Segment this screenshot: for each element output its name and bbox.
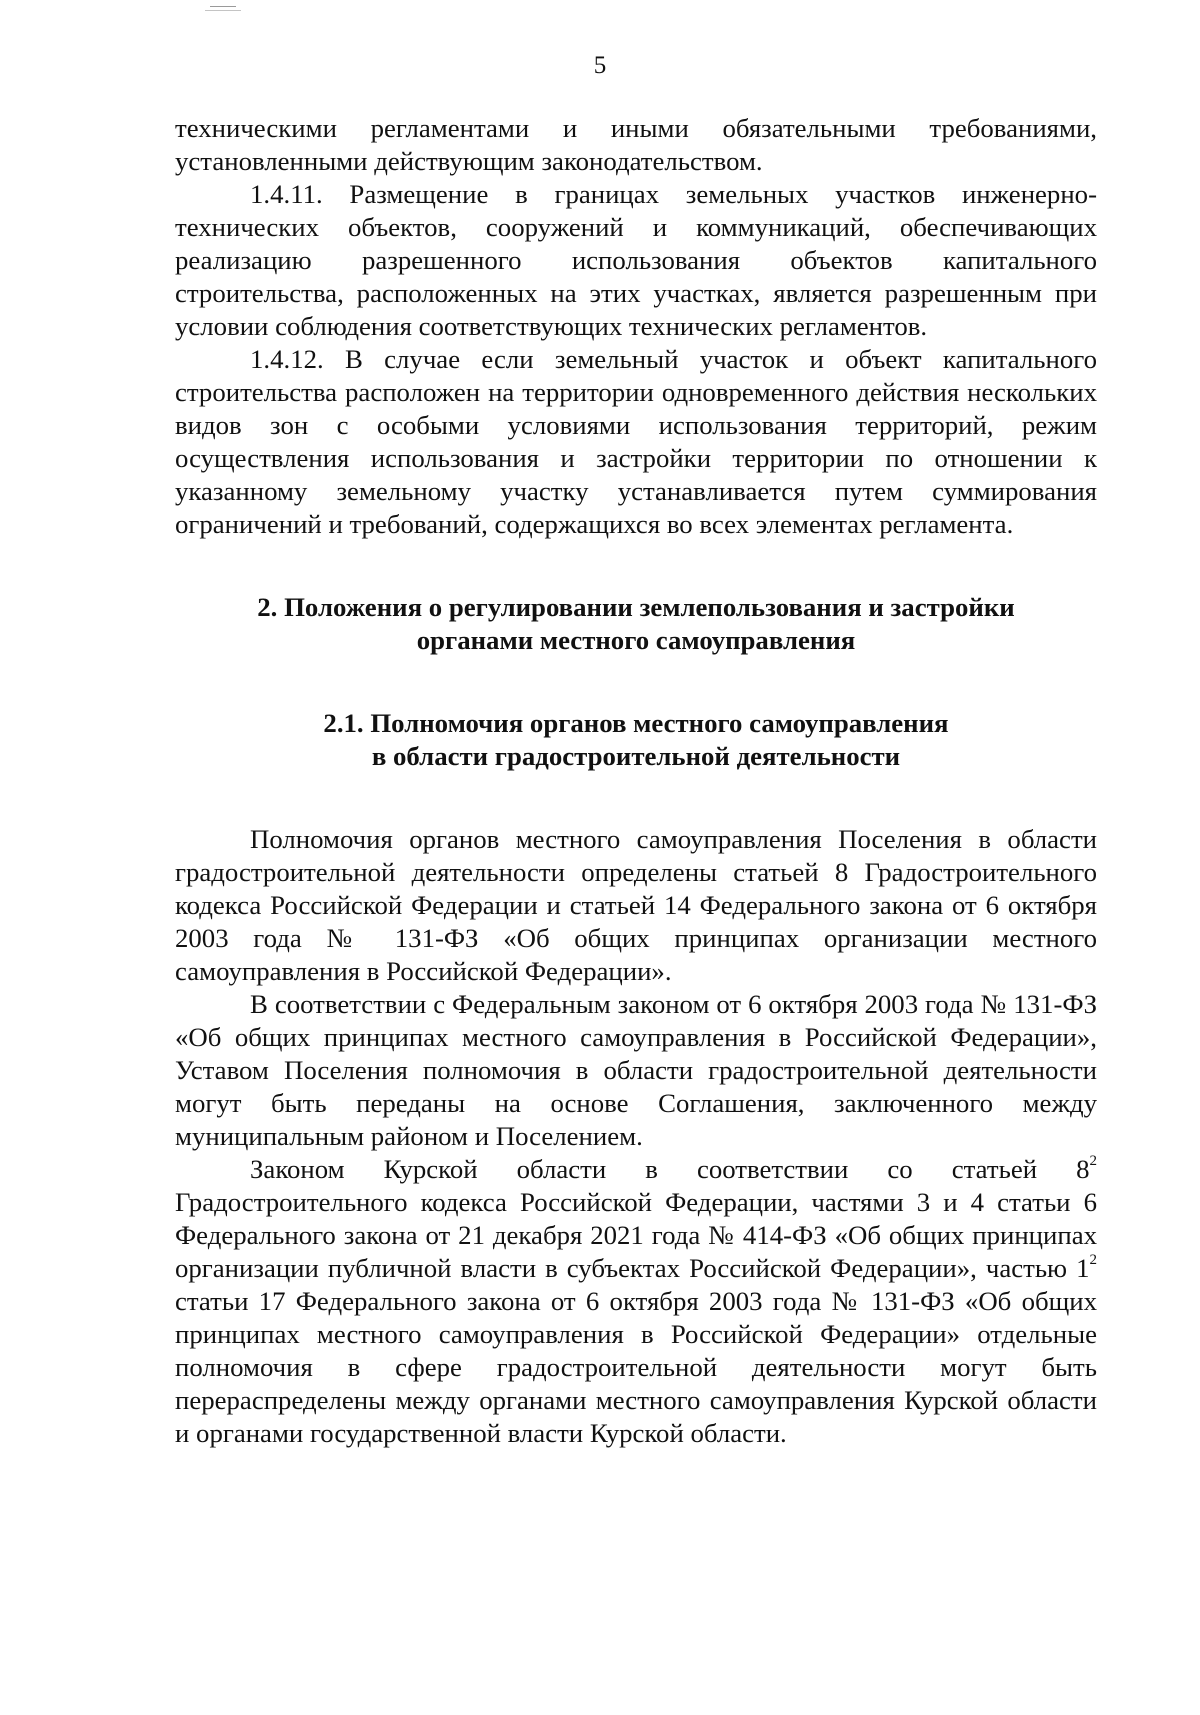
document-body <box>175 112 1097 1450</box>
paragraph-kursk-law <box>175 1153 1097 1450</box>
paragraph-1-4-12: 1.4.12. В случае если земельный участок и объект капитального строительства расположен на территории одновременного действия нескольких видов зон с особыми условиями использования территорий, режим осуществления использования и застройки территории по отношении к указанному земельному участку устанавливается путем суммирования ограничений и требований, содержащихся во всех элементах регламента. <box>175 344 1097 539</box>
section-heading-line: органами местного самоуправления <box>416 625 856 655</box>
paragraph-1-4-11: 1.4.11. Размещение в границах земельных участков инженерно-технических объектов, сооружений и коммуникаций, обеспечивающих реализацию разрешенного использования объектов капитального строительства, расположенных на этих участках, является разрешенным при условии соблюдения соответствующих технических регламентов. <box>175 179 1097 341</box>
text-fragment: статьи 17 Федерального закона от 6 октября 2003 года № 131-ФЗ «Об общих принципах местного самоуправления в Российской Федерации» отдельные полномочия в сфере градостроительной деятельности могут быть перераспределены между органами местного самоуправления Курской области и органами государственной власти Курской области. <box>175 1286 1097 1448</box>
subsection-heading-2-1 <box>175 707 1097 773</box>
subsection-heading-line: в области градостроительной деятельности <box>371 741 901 771</box>
section-heading-line: 2. Положения о регулировании землепользования и застройки <box>257 592 1015 622</box>
scan-artifact <box>205 10 241 11</box>
superscript: 2 <box>1089 1153 1097 1170</box>
text-fragment: Градостроительного кодекса Российской Федерации, частями 3 и 4 статьи 6 Федерального закона от 21 декабря 2021 года № 414-ФЗ «Об общих принципах организации публичной власти в субъектах Российской Федерации», частью 1 <box>175 1187 1097 1283</box>
paragraph-accordance: В соответствии с Федеральным законом от 6 октября 2003 года № 131-ФЗ «Об общих принципах местного самоуправления в Российской Федерации», Уставом Поселения полномочия в области градостроительной деятельности могут быть переданы на основе Соглашения, заключенного между муниципальным районом и Поселением. <box>175 989 1097 1151</box>
page-number: 5 <box>593 52 607 79</box>
section-heading-2 <box>175 591 1097 657</box>
superscript: 2 <box>1089 1252 1097 1269</box>
paragraph-powers: Полномочия органов местного самоуправления Поселения в области градостроительной деятельности определены статьей 8 Градостроительного кодекса Российской Федерации и статьей 14 Федерального закона от 6 октября 2003 года № 131-ФЗ «Об общих принципах организации местного самоуправления в Российской Федерации». <box>175 824 1097 986</box>
text-fragment: Законом Курской области в соответствии со статьей 8 <box>250 1154 1090 1184</box>
scan-artifact <box>210 6 236 7</box>
paragraph-continuation: техническими регламентами и иными обязательными требованиями, установленными действующим законодательством. <box>175 113 1097 176</box>
subsection-heading-line: 2.1. Полномочия органов местного самоуправления <box>323 708 949 738</box>
